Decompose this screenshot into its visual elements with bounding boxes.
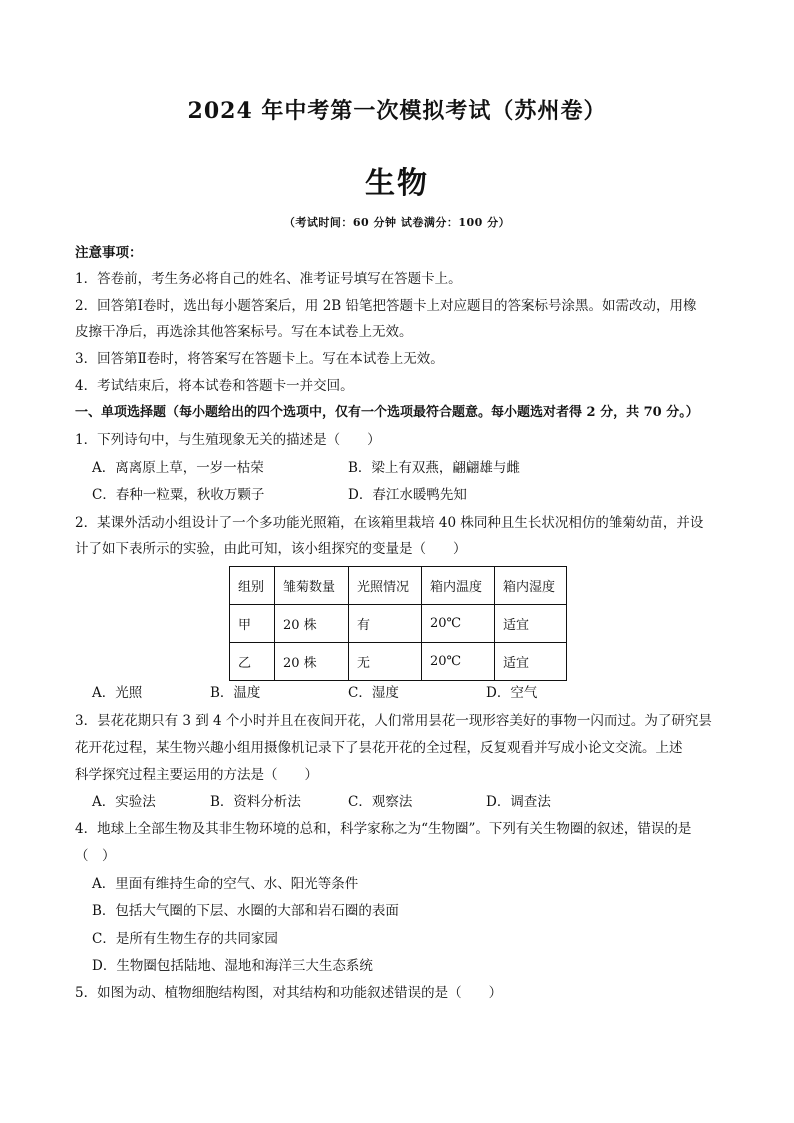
- question-5-stem: 5．如图为动、植物细胞结构图，对其结构和功能叙述错误的是（ ）: [75, 985, 503, 1001]
- question-2-stem: 计了如下表所示的实验，由此可知，该小组探究的变量是（ ）: [75, 541, 467, 557]
- question-1-stem: 1．下列诗句中，与生殖现象无关的描述是（ ）: [75, 432, 381, 448]
- question-4-option-c: C．是所有生物生存的共同家园: [92, 931, 278, 947]
- table-header-cell: 光照情况: [349, 567, 422, 605]
- subject-title: 生物: [365, 166, 429, 201]
- table-cell: 适宜: [495, 605, 567, 643]
- table-cell: 20℃: [422, 605, 495, 643]
- note-item: 2．回答第Ⅰ卷时，选出每小题答案后，用 2B 铅笔把答题卡上对应题目的答案标号涂黑。如需改动，用橡: [75, 298, 697, 314]
- question-2-option-c: C．湿度: [348, 685, 399, 701]
- question-1-option-a: A．离离原上草，一岁一枯荣: [92, 460, 264, 476]
- exam-info: （考试时间：60 分钟 试卷满分：100 分）: [283, 216, 511, 229]
- question-4-option-b: B．包括大气圈的下层、水圈的大部和岩石圈的表面: [92, 903, 399, 919]
- table-cell: 20℃: [422, 643, 495, 681]
- table-cell: 20 株: [275, 643, 349, 681]
- question-4-stem: 4．地球上全部生物及其非生物环境的总和，科学家称之为“生物圈”。下列有关生物圈的叙述，错误的是: [75, 821, 692, 837]
- question-3-stem: 花开花过程，某生物兴趣小组用摄像机记录下了昙花开花的全过程，反复观看并写成小论文交流。上述: [75, 740, 683, 756]
- table-header-cell: 组别: [230, 567, 275, 605]
- note-item: 4．考试结束后，将本试卷和答题卡一并交回。: [75, 378, 354, 394]
- table-header-cell: 箱内湿度: [495, 567, 567, 605]
- question-1-option-d: D．春江水暖鸭先知: [348, 487, 467, 503]
- table-header-row: [230, 567, 567, 605]
- question-2-option-a: A．光照: [92, 685, 143, 701]
- table-cell: 适宜: [495, 643, 567, 681]
- table-header-cell: 雏菊数量: [275, 567, 349, 605]
- question-3-stem: 科学探究过程主要运用的方法是（ ）: [75, 767, 318, 783]
- question-1-option-b: B．梁上有双燕，翩翩雄与雌: [348, 460, 520, 476]
- table-cell: 甲: [230, 605, 275, 643]
- experiment-table: [229, 566, 567, 681]
- table-cell: 有: [349, 605, 422, 643]
- question-4-stem: （ ）: [75, 848, 116, 864]
- table-header-cell: 箱内温度: [422, 567, 495, 605]
- table-cell: 无: [349, 643, 422, 681]
- question-2-option-d: D．空气: [486, 685, 538, 701]
- question-3-option-a: A．实验法: [92, 794, 156, 810]
- question-1-option-c: C．春种一粒粟，秋收万颗子: [92, 487, 265, 503]
- section-heading: 一、单项选择题（每小题给出的四个选项中，仅有一个选项最符合题意。每小题选对者得 2 分，共 70 分。）: [75, 405, 699, 420]
- notes-heading: 注意事项：: [75, 245, 143, 261]
- question-4-option-d: D．生物圈包括陆地、湿地和海洋三大生态系统: [92, 958, 373, 974]
- question-3-option-d: D．调查法: [486, 794, 551, 810]
- question-2-option-b: B．温度: [210, 685, 261, 701]
- note-item: 1．答卷前，考生务必将自己的姓名、准考证号填写在答题卡上。: [75, 271, 462, 287]
- note-item: 3．回答第Ⅱ卷时，将答案写在答题卡上。写在本试卷上无效。: [75, 351, 444, 367]
- question-3-option-b: B．资料分析法: [210, 794, 301, 810]
- question-4-option-a: A．里面有维持生命的空气、水、阳光等条件: [92, 876, 359, 892]
- question-3-option-c: C．观察法: [348, 794, 413, 810]
- note-item: 皮擦干净后，再选涂其他答案标号。写在本试卷上无效。: [75, 324, 413, 340]
- table-row: [230, 605, 567, 643]
- exam-title: 2024 年中考第一次模拟考试（苏州卷）: [187, 98, 607, 124]
- table-row: [230, 643, 567, 681]
- table-cell: 20 株: [275, 605, 349, 643]
- table-cell: 乙: [230, 643, 275, 681]
- question-3-stem: 3．昙花花期只有 3 到 4 个小时并且在夜间开花，人们常用昙花一现形容美好的事物一闪而过。为了研究昙: [75, 713, 712, 729]
- question-2-stem: 2．某课外活动小组设计了一个多功能光照箱，在该箱里栽培 40 株同种且生长状况相仿的雏菊幼苗，并设: [75, 515, 704, 531]
